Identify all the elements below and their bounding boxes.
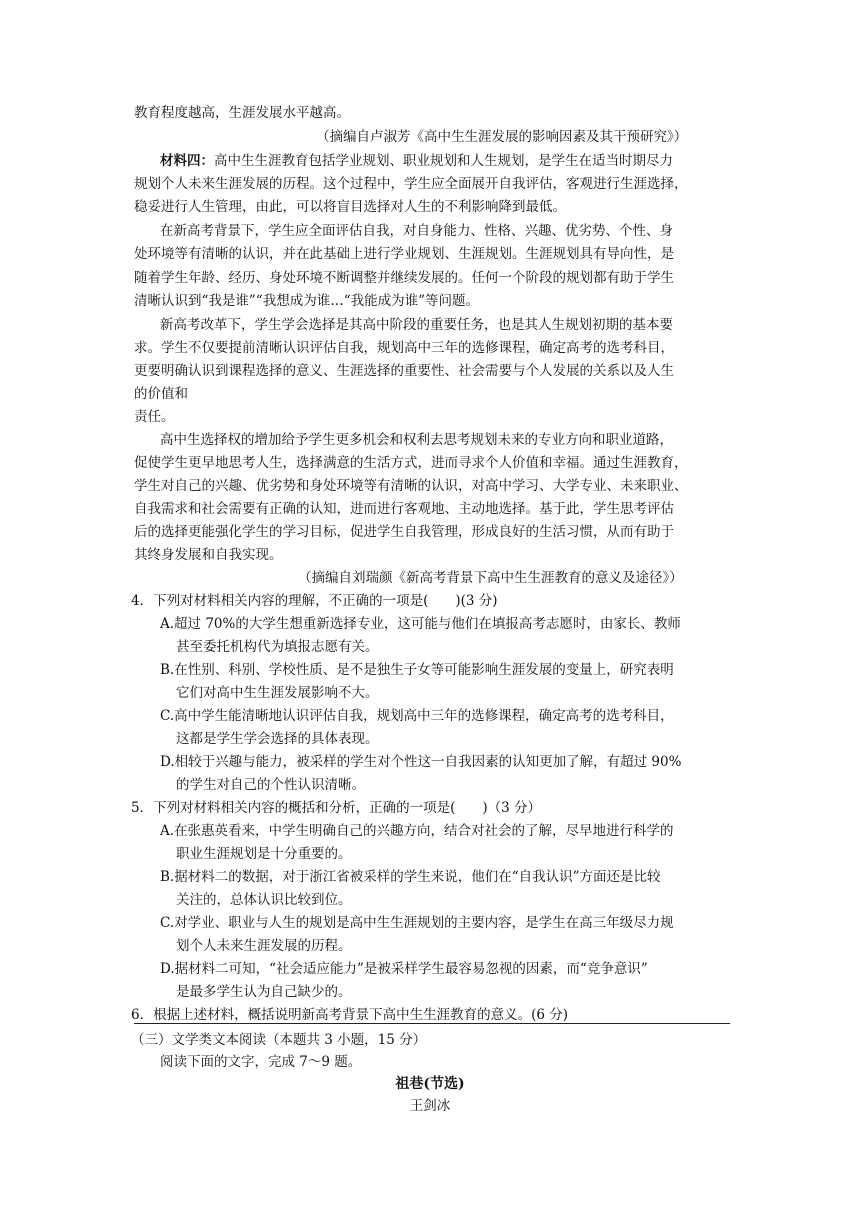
section-heading: （三）文学类文本阅读（本题共 3 小题，15 分） (131, 1032, 427, 1048)
q5-option-b: B.据材料二的数据，对于浙江省被采样的学生来说，他们在“自我认识”方面还是比较 (160, 869, 661, 885)
paragraph-line: 其终身发展和自我实现。 (134, 547, 283, 563)
paragraph-line: 随着学生年龄、经历、身处环境不断调整并继续发展的。任何一个阶段的规划都有助于学生 (134, 270, 674, 286)
paragraph-line: 求。学生不仅要提前清晰认识评估自我，规划高中三年的选修课程，确定高考的选考科目， (134, 340, 674, 356)
paragraph-line: 的价值和 (134, 386, 188, 402)
material4-first-line (160, 151, 673, 171)
paragraph-line: 后的选择更能强化学生的学习目标，促进学生自我管理，形成良好的生活习惯，从而有助于 (134, 524, 674, 540)
q4-option-d: D.相较于兴趣与能力，被采样的学生对个性这一自我因素的认知更加了解，有超过 90% (160, 754, 682, 770)
paragraph-line: 处环境等有清晰的认识，并在此基础上进行学业规划、生涯规划。生涯规划具有导向性，是 (134, 246, 674, 262)
paragraph-line: 高中生选择权的增加给予学生更多机会和权利去思考规划未来的专业方向和职业道路， (160, 432, 673, 448)
q4-option-c-cont: 这都是学生学会选择的具体表现。 (176, 731, 379, 747)
q4-option-c: C.高中学生能清晰地认识评估自我，规划高中三年的选修课程，确定高考的选考科目， (160, 708, 674, 724)
section-instruction: 阅读下面的文字，完成 7～9 题。 (160, 1054, 362, 1070)
question-4-stem: 4．下列对材料相关内容的理解，不正确的一项是( )(3 分) (131, 593, 498, 609)
q5-option-c: C.对学业、职业与人生的规划是高中生生涯规划的主要内容，是学生在高三年级尽力规 (160, 915, 674, 931)
material-label: 材料四： (160, 153, 214, 169)
q4-option-b-cont: 它们对高中生生涯发展影响不大。 (176, 685, 379, 701)
paragraph-line: 更要明确认识到课程选择的意义、生涯选择的重要性、社会需要与个人发展的关系以及人生 (134, 363, 674, 379)
paragraph-line: 新高考改革下，学生学会选择是其高中阶段的重要任务，也是其人生规划初期的基本要 (160, 317, 673, 333)
source-citation: （摘编自卢淑芳《高中生生涯发展的影响因素及其干预研究》） (316, 129, 688, 145)
q4-option-d-cont: 的学生对自己的个性认识清晰。 (176, 777, 365, 793)
q4-option-b: B.在性别、科别、学校性质、是不是独生子女等可能影响生涯发展的变量上，研究表明 (160, 662, 674, 678)
paragraph-line: 规划个人未来生涯发展的历程。这个过程中，学生应全面展开自我评估，客观进行生涯选择， (134, 176, 688, 192)
paragraph-line: 责任。 (134, 409, 175, 425)
q4-option-a-cont: 甚至委托机构代为填报志愿有关。 (176, 639, 379, 655)
q5-option-c-cont: 划个人未来生涯发展的历程。 (176, 938, 352, 954)
paragraph-line: 稳妥进行人生管理，由此，可以将盲目选择对人生的不利影响降到最低。 (134, 199, 566, 215)
q5-option-d-cont: 是最多学生认为自己缺少的。 (176, 984, 352, 1000)
q5-option-d: D.据材料二可知，“社会适应能力”是被采样学生最容易忽视的因素，而“竞争意识” (160, 961, 648, 977)
paragraph-line: 高中生生涯教育包括学业规划、职业规划和人生规划，是学生在适当时期尽力 (214, 153, 673, 169)
q5-option-a-cont: 职业生涯规划是十分重要的。 (176, 846, 352, 862)
q4-option-a: A.超过 70%的大学生想重新选择专业，这可能与他们在填报高考志愿时，由家长、教师 (160, 616, 681, 632)
q5-option-b-cont: 关注的，总体认识比较到位。 (176, 892, 352, 908)
paragraph-line: 促使学生更早地思考人生，选择满意的生活方式，进而寻求个人价值和幸福。通过生涯教育， (134, 455, 688, 471)
question-6-stem: 6．根据上述材料，概括说明新高考背景下高中生生涯教育的意义。(6 分) (131, 1007, 569, 1023)
question-5-stem: 5．下列对材料相关内容的概括和分析，正确的一项是( )（3 分） (131, 800, 542, 816)
q5-option-a: A.在张惠英看来，中学生明确自己的兴趣方向，结合对社会的了解，尽早地进行科学的 (160, 823, 674, 839)
paragraph-line: 学生对自己的兴趣、优劣势和身处环境等有清晰的认识，对高中学习、大学专业、未来职业、 (134, 478, 688, 494)
source-citation: （摘编自刘瑞颜《新高考背景下高中生生涯教育的意义及途径》） (298, 570, 683, 586)
paragraph-line: 自我需求和社会需要有正确的认知，进而进行客观地、主动地选择。基于此，学生思考评估 (134, 501, 674, 517)
passage-author: 王剑冰 (409, 1098, 451, 1114)
section-divider (134, 1023, 730, 1024)
paragraph-line: 清晰认识到“我是谁”“我想成为谁…“我能成为谁”等问题。 (134, 293, 480, 309)
paragraph-line: 在新高考背景下，学生应全面评估自我，对自身能力、性格、兴趣、优劣势、个性、身 (160, 223, 673, 239)
passage-title: 祖巷(节选) (395, 1076, 465, 1092)
intro-line: 教育程度越高，生涯发展水平越高。 (134, 105, 350, 121)
